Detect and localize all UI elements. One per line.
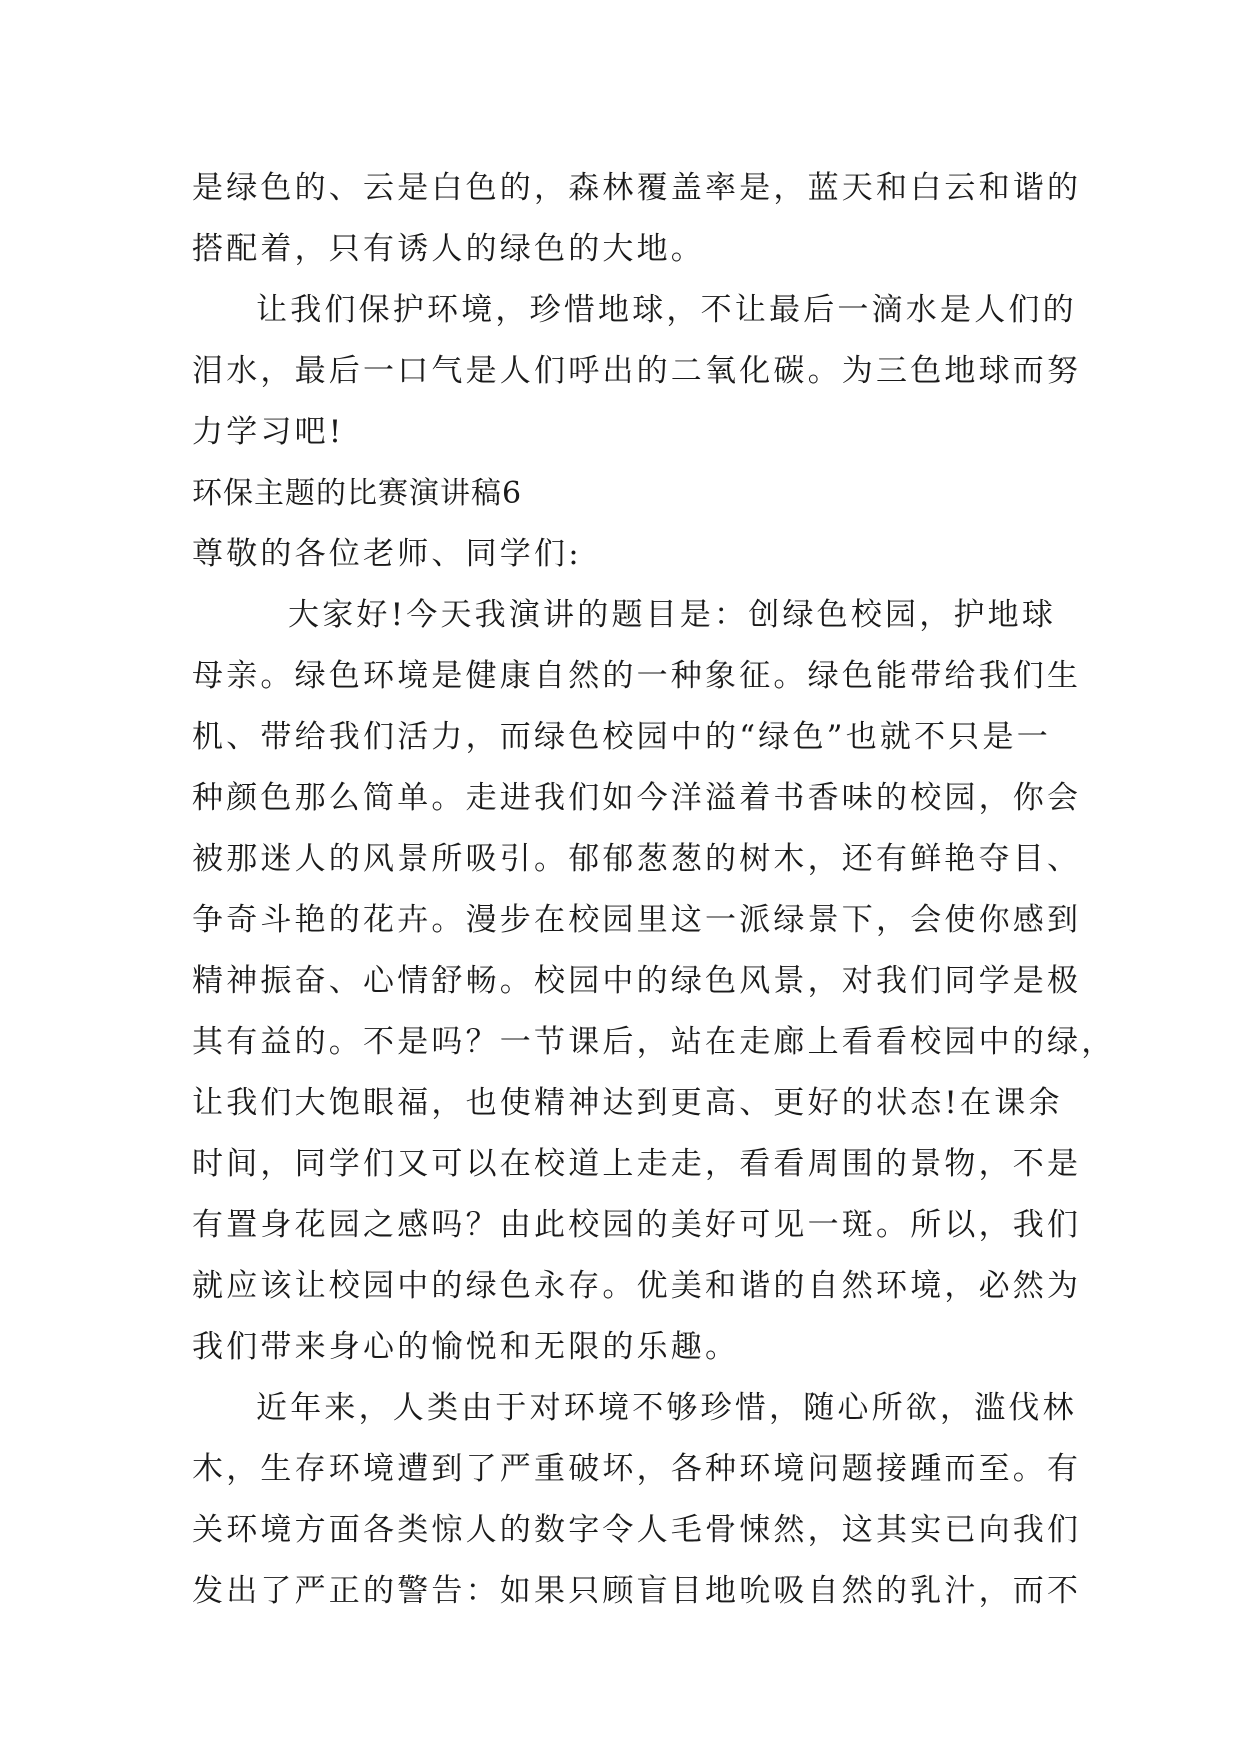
text-line: 有置身花园之感吗？由此校园的美好可见一斑。所以，我们 bbox=[192, 1207, 1082, 1243]
text-line: 搭配着，只有诱人的绿色的大地。 bbox=[192, 231, 705, 267]
text-line: 我们带来身心的愉悦和无限的乐趣。 bbox=[192, 1329, 740, 1365]
text-line: 争奇斗艳的花卉。漫步在校园里这一派绿景下，会使你感到 bbox=[192, 902, 1082, 938]
text-line: 被那迷人的风景所吸引。郁郁葱葱的树木，还有鲜艳夺目、 bbox=[192, 841, 1082, 877]
text-line: 近年来，人类由于对环境不够珍惜，随心所欲，滥伐林 bbox=[256, 1390, 1077, 1426]
text-line: 泪水，最后一口气是人们呼出的二氧化碳。为三色地球而努 bbox=[192, 353, 1082, 389]
text-line: 是绿色的、云是白色的，森林覆盖率是，蓝天和白云和谐的 bbox=[192, 170, 1082, 206]
text-line: 让我们保护环境，珍惜地球，不让最后一滴水是人们的 bbox=[256, 292, 1077, 328]
document-body bbox=[192, 158, 1116, 1622]
text-line: 母亲。绿色环境是健康自然的一种象征。绿色能带给我们生 bbox=[192, 658, 1082, 694]
salutation: 尊敬的各位老师、同学们: bbox=[192, 536, 582, 572]
text-line: 大家好!今天我演讲的题目是：创绿色校园，护地球 bbox=[288, 597, 1057, 633]
text-line: 机、带给我们活力，而绿色校园中的“绿色”也就不只是一 bbox=[192, 719, 1051, 755]
text-line: 让我们大饱眼福，也使精神达到更高、更好的状态!在课余 bbox=[192, 1085, 1063, 1121]
text-line: 其有益的。不是吗？一节课后，站在走廊上看看校园中的绿， bbox=[192, 1024, 1116, 1060]
text-line: 种颜色那么简单。走进我们如今洋溢着书香味的校园，你会 bbox=[192, 780, 1082, 816]
text-line: 力学习吧! bbox=[192, 414, 345, 450]
text-line: 发出了严正的警告：如果只顾盲目地吮吸自然的乳汁，而不 bbox=[192, 1573, 1082, 1609]
text-line: 木，生存环境遭到了严重破坏，各种环境问题接踵而至。有 bbox=[192, 1451, 1082, 1487]
section-heading: 环保主题的比赛演讲稿6 bbox=[192, 476, 523, 511]
text-line: 关环境方面各类惊人的数字令人毛骨悚然，这其实已向我们 bbox=[192, 1512, 1082, 1548]
text-line: 就应该让校园中的绿色永存。优美和谐的自然环境，必然为 bbox=[192, 1268, 1082, 1304]
text-line: 时间，同学们又可以在校道上走走，看看周围的景物，不是 bbox=[192, 1146, 1082, 1182]
text-line: 精神振奋、心情舒畅。校园中的绿色风景，对我们同学是极 bbox=[192, 963, 1082, 999]
